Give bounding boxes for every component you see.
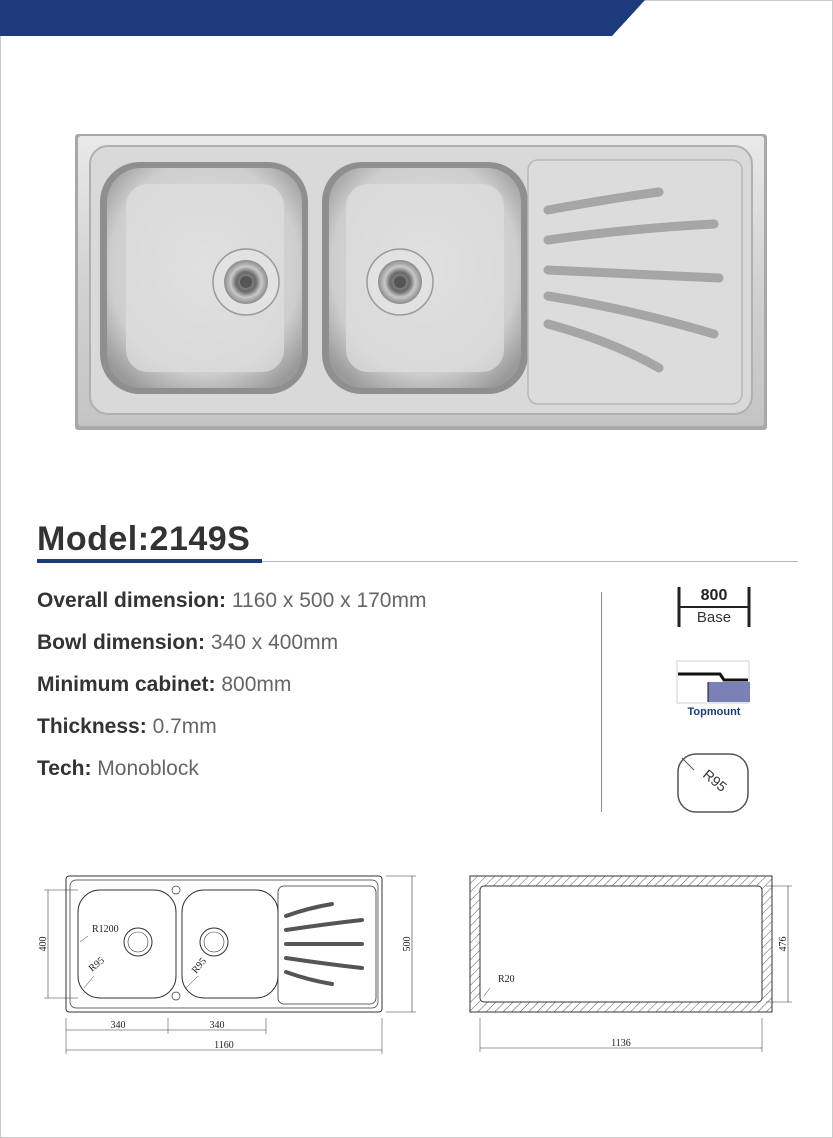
- spec-overall-dimension: [37, 588, 426, 630]
- title-underline: [37, 559, 262, 563]
- model-label: Model:: [37, 520, 150, 558]
- base-label: Base: [696, 609, 732, 626]
- sink-product-image: [74, 132, 770, 434]
- topmount-icon: [676, 660, 752, 704]
- spec-list: [37, 588, 426, 798]
- base-cabinet-icon: [676, 585, 752, 629]
- dim-radius-bowl-left: R95: [86, 955, 107, 975]
- title-rule: [262, 561, 798, 562]
- cutout-drawing: [460, 868, 800, 1058]
- sink-plan-drawing: [36, 868, 426, 1058]
- spec-label: Bowl dimension:: [37, 631, 205, 654]
- spec-value: 340 x 400mm: [210, 631, 339, 654]
- dim-cutout-width: 1136: [611, 1038, 631, 1049]
- spec-minimum-cabinet: [37, 672, 426, 714]
- dim-bowl-right-width: 340: [209, 1020, 225, 1031]
- dim-radius-bowl-right: R95: [189, 956, 210, 976]
- spec-value: 800mm: [221, 673, 292, 696]
- spec-label: Minimum cabinet:: [37, 673, 216, 696]
- spec-value: 0.7mm: [152, 715, 217, 738]
- dim-bowl-left-width: 340: [110, 1020, 126, 1031]
- spec-thickness: [37, 714, 426, 756]
- spec-label: Thickness:: [37, 715, 147, 738]
- dim-cutout-radius: R20: [498, 974, 515, 985]
- dim-radius-large: R1200: [92, 924, 119, 935]
- spec-bowl-dimension: [37, 630, 426, 672]
- header-band: [0, 0, 833, 38]
- model-code: 2149S: [149, 520, 251, 558]
- spec-value: Monoblock: [97, 757, 199, 780]
- dim-cutout-depth: 476: [778, 936, 789, 952]
- spec-tech: [37, 756, 426, 798]
- spec-label: Tech:: [37, 757, 92, 780]
- dim-overall-width: 1160: [214, 1040, 234, 1051]
- model-title: [37, 520, 250, 559]
- topmount-label: Topmount: [687, 706, 741, 718]
- base-number: 800: [694, 587, 734, 605]
- dim-overall-depth: 500: [402, 936, 413, 952]
- spec-label: Overall dimension:: [37, 589, 227, 612]
- spec-value: 1160 x 500 x 170mm: [231, 589, 427, 612]
- dim-bowl-depth: 400: [38, 936, 49, 952]
- corner-radius-icon: [676, 752, 752, 814]
- vertical-divider: [601, 592, 602, 812]
- radius-label: R95: [700, 766, 731, 795]
